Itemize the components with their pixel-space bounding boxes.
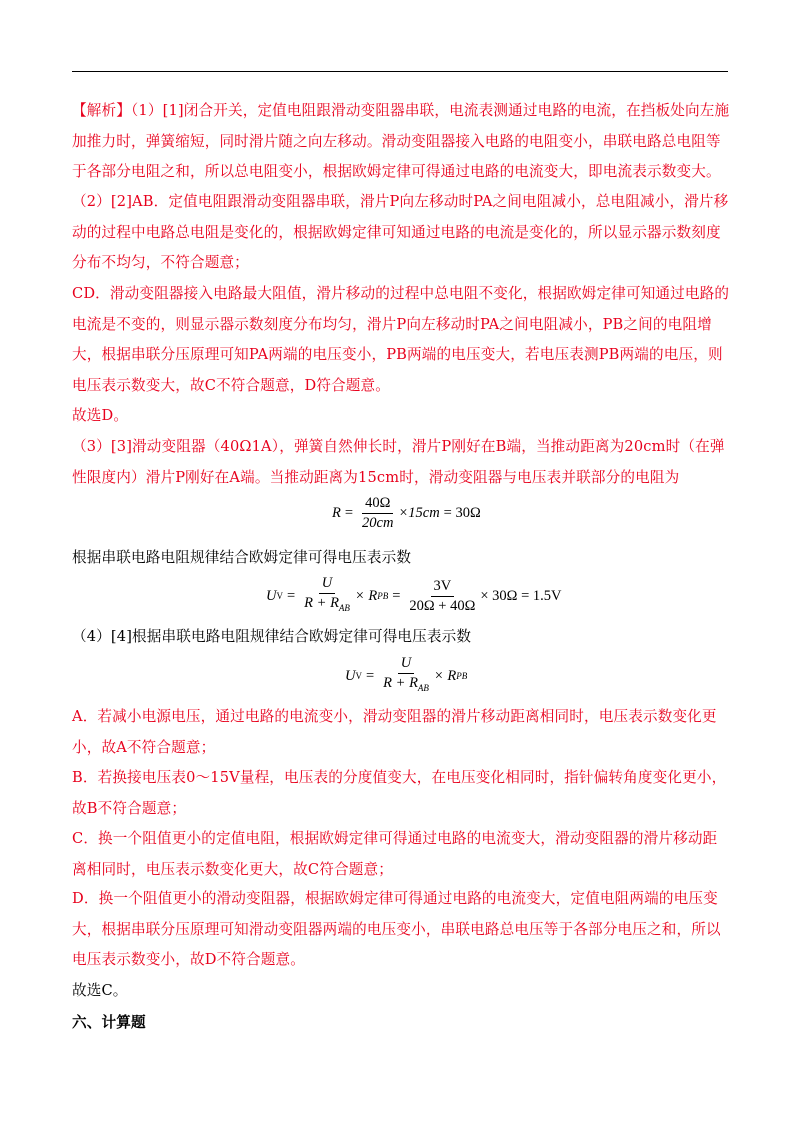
section-heading: 六、计算题 (72, 1014, 146, 1031)
answer-c: 故选C。 (72, 982, 128, 999)
analysis-part-4: （4）[4]根据串联电路电阻规律结合欧姆定律可得电压表示数 (72, 628, 472, 645)
f2-mul: × R (354, 587, 378, 604)
f3-den: R + R (383, 675, 418, 691)
f2-rhs: × 30Ω = 1.5V (480, 587, 562, 604)
option-b: B．若换接电压表0～15V量程，电压表的分度值变大，在电压变化相同时，指针偏转角度变化更小，故B不符合题意； (72, 769, 727, 817)
f3-lhs-sub: V (355, 671, 362, 681)
option-c: C．换一个阻值更小的定值电阻，根据欧姆定律可得通过电路的电流变大，滑动变阻器的滑片移动距离相同时，电压表示数变化更大，故C符合题意； (72, 830, 718, 878)
formula-voltage-general: U V = $\frac{U}{R + R_{AB}}$ × R PB (345, 655, 467, 697)
f2-den2: 20Ω + 40Ω (409, 597, 476, 614)
f2-lhs-sub: V (276, 591, 283, 601)
f3-mul-sub: PB (456, 671, 468, 681)
header-rule (72, 71, 728, 72)
option-a: A．若减小电源电压，通过电路的电流变小，滑动变阻器的滑片移动距离相同时，电压表示数变化更小，故A不符合题意； (72, 708, 717, 756)
f2-lhs: U (266, 587, 277, 604)
f1-lhs: R (332, 505, 341, 521)
f3-lhs: U (345, 667, 356, 684)
formula-voltage-value: U V = $\frac{U}{R + R_{AB}}$ × R PB = $\frac{3V}{20\Omega + 40\Omega}$ × 30Ω = 1.5V (266, 575, 561, 617)
analysis-part-3: （3）[3]滑动变阻器（40Ω1A），弹簧自然伸长时，滑片P刚好在B端，当推动距离为20cm时（在弹性限度内）滑片P刚好在A端。当推动距离为15cm时，滑动变阻器与电压表并联部分的电阻为 (72, 438, 725, 486)
f2-num1: U (319, 575, 335, 594)
f2-den1: R + R (304, 595, 339, 611)
f1-mid: ×15cm (398, 505, 440, 521)
f1-rhs: = 30Ω (443, 505, 481, 521)
analysis-part-2: （2）[2]AB．定值电阻跟滑动变阻器串联，滑片P向左移动时PA之间电阻减小，总电阻减小，滑片移动的过程中电路总电阻是变化的，根据欧姆定律可知通过电路的电流是变化的，所以显示器示数刻度分布不均匀，不符合题意； (72, 193, 729, 271)
analysis-part-cd: CD．滑动变阻器接入电路最大阻值，滑片移动的过程中总电阻不变化，根据欧姆定律可知通过电路的电流是不变的，则显示器示数刻度分布均匀，滑片P向左移动时PA之间电阻减小，PB之间的电阻增大，根据串联分压原理可知PA两端的电压变小，PB两端的电压变大，若电压表测PB两端的电压，则电压表示数变大，故C不符合题意，D符合题意。 (72, 285, 730, 394)
f1-fraction (359, 495, 396, 532)
f3-den-sub: AB (417, 683, 429, 693)
analysis-part-1: 【解析】（1）[1]闭合开关，定值电阻跟滑动变阻器串联，电流表测通过电路的电流，在挡板处向左施加推力时，弹簧缩短，同时滑片随之向左移动。滑动变阻器接入电路的电阻变小，串联电路总电阻等于各部分电阻之和，所以总电阻变小，根据欧姆定律可得通过电路的电流变大，即电流表示数变大。 (72, 102, 730, 180)
f2-fraction-1 (301, 575, 353, 617)
f2-num2: 3V (431, 578, 455, 597)
formula-resistance: R = $\frac{40\Omega}{20cm}$ ×15cm = 30Ω (332, 495, 481, 531)
option-d: D．换一个阻值更小的滑动变阻器，根据欧姆定律可得通过电路的电流变大，定值电阻两端的电压变大，根据串联分压原理可知滑动变阻器两端的电压变小，串联电路总电压等于各部分电压之和，所以电压表示数变小，故D不符合题意。 (72, 890, 721, 968)
f2-mul-sub: PB (377, 591, 389, 601)
f2-fraction-2 (406, 578, 478, 615)
f3-fraction (380, 655, 432, 697)
f2-den1-sub: AB (338, 603, 350, 613)
explanation-voltage: 根据串联电路电阻规律结合欧姆定律可得电压表示数 (72, 549, 412, 566)
f1-numerator: 40Ω (362, 495, 393, 514)
answer-d: 故选D。 (72, 407, 129, 424)
f3-num: U (398, 655, 414, 674)
f3-mul: × R (433, 667, 457, 684)
f1-denominator: 20cm (362, 515, 394, 531)
